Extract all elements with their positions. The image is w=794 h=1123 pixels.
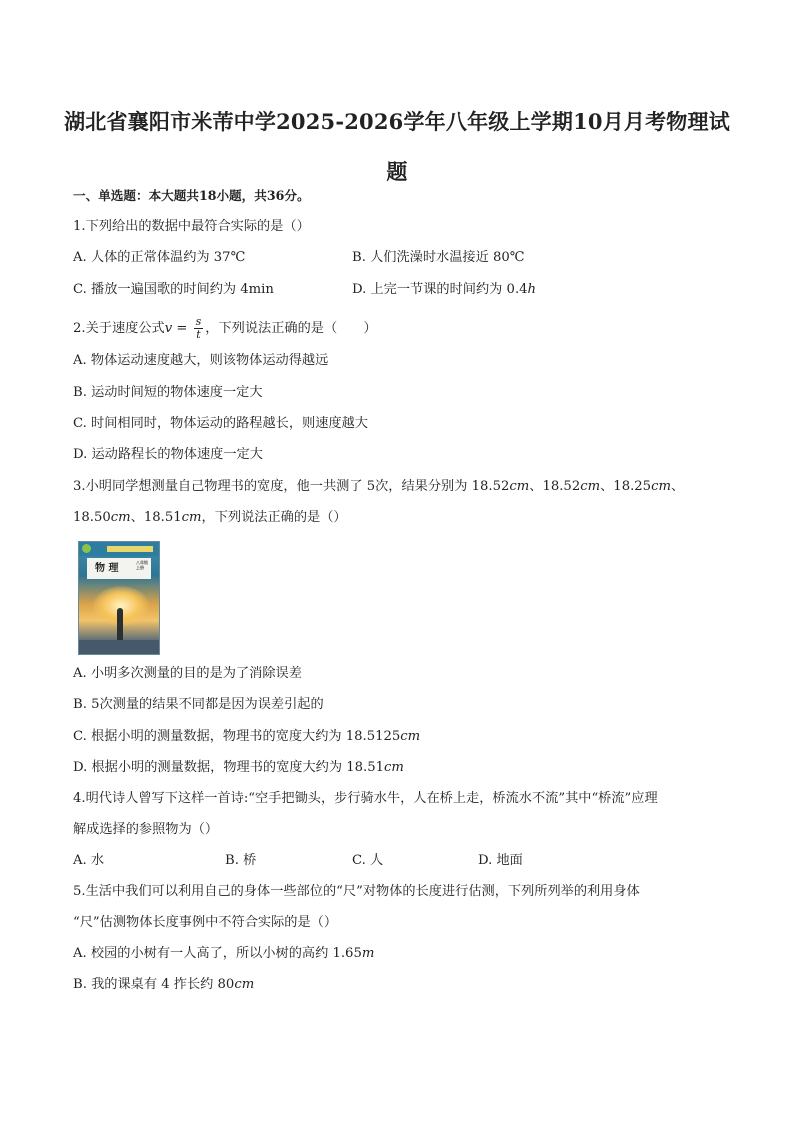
q4-option-c: C. 人 bbox=[352, 853, 384, 868]
q4-stem-line-1: 4.明代诗人曾写下这样一首诗:“空手把锄头，步行骑水牛，人在桥上走，桥流水不流”其中“桥流”应理 bbox=[73, 791, 658, 806]
q2-option-a: A. 物体运动速度越大，则该物体运动得越远 bbox=[73, 353, 329, 368]
q5-stem-line-1: 5.生活中我们可以利用自己的身体一些部位的“尺”对物体的长度进行估测，下列所列举的利用身体 bbox=[73, 884, 640, 899]
q3-stem-line-2: 18.50cm、18.51cm，下列说法正确的是（） bbox=[73, 510, 347, 525]
formula-lhs: v bbox=[164, 321, 173, 336]
title-line-1: 湖北省襄阳市米芾中学2025-2026学年八年级上学期10月月考物理试 bbox=[64, 109, 730, 134]
section-heading: 一、单选题：本大题共18小题，共36分。 bbox=[73, 188, 310, 203]
q3-option-d: D. 根据小明的测量数据，物理书的宽度大约为 18.51cm bbox=[73, 760, 404, 775]
q3-stem-line-1: 3.小明同学想测量自己物理书的宽度，他一共测了 5次，结果分别为 18.52cm、18.52cm、18.25cm、 bbox=[73, 479, 685, 494]
q1-option-b: B. 人们洗澡时水温接近 80℃ bbox=[352, 250, 525, 265]
physics-textbook-image bbox=[78, 541, 160, 655]
q4-stem-line-2: 解成选择的参照物为（） bbox=[73, 822, 219, 837]
q3-option-b: B. 5次测量的结果不同都是因为误差引起的 bbox=[73, 697, 324, 712]
q4-option-b: B. 桥 bbox=[225, 853, 257, 868]
title-line-2: 题 bbox=[386, 159, 408, 184]
q2-option-b: B. 运动时间短的物体速度一定大 bbox=[73, 385, 263, 400]
q1-option-d: D. 上完一节课的时间约为 0.4h bbox=[352, 282, 537, 297]
speed-formula-fraction: $\frac{s}{t}$ bbox=[195, 315, 202, 341]
q4-option-a: A. 水 bbox=[73, 853, 105, 868]
q4-option-d: D. 地面 bbox=[478, 853, 523, 868]
q2-option-d: D. 运动路程长的物体速度一定大 bbox=[73, 447, 263, 462]
book-grade-label: 八年级 上册 bbox=[136, 560, 148, 570]
q1-option-c: C. 播放一遍国歌的时间约为 4min bbox=[73, 282, 274, 297]
q5-stem-line-2: “尺”估测物体长度事例中不符合实际的是（） bbox=[73, 915, 338, 930]
book-cover-water bbox=[79, 640, 159, 654]
book-cover-figure bbox=[117, 608, 123, 642]
book-title-label: 物 理 八年级 上册 bbox=[87, 558, 151, 579]
q1-stem: 1.下列给出的数据中最符合实际的是（） bbox=[73, 219, 310, 234]
q5-option-a: A. 校园的小树有一人高了，所以小树的高约 1.65m bbox=[73, 946, 375, 961]
q3-option-c: C. 根据小明的测量数据，物理书的宽度大约为 18.5125cm bbox=[73, 729, 421, 744]
q2-option-c: C. 时间相同时，物体运动的路程越长，则速度越大 bbox=[73, 416, 368, 431]
q2-stem: 2.关于速度公式v = $\frac{s}{t}$ ，下列说法正确的是（ ） bbox=[73, 315, 377, 341]
q1-option-a: A. 人体的正常体温约为 37℃ bbox=[73, 250, 246, 265]
page-title bbox=[60, 97, 734, 197]
publisher-logo-icon bbox=[82, 544, 91, 553]
q5-option-b: B. 我的课桌有 4 拃长约 80cm bbox=[73, 977, 255, 992]
book-series-tag bbox=[107, 546, 153, 552]
q3-option-a: A. 小明多次测量的目的是为了消除误差 bbox=[73, 666, 302, 681]
